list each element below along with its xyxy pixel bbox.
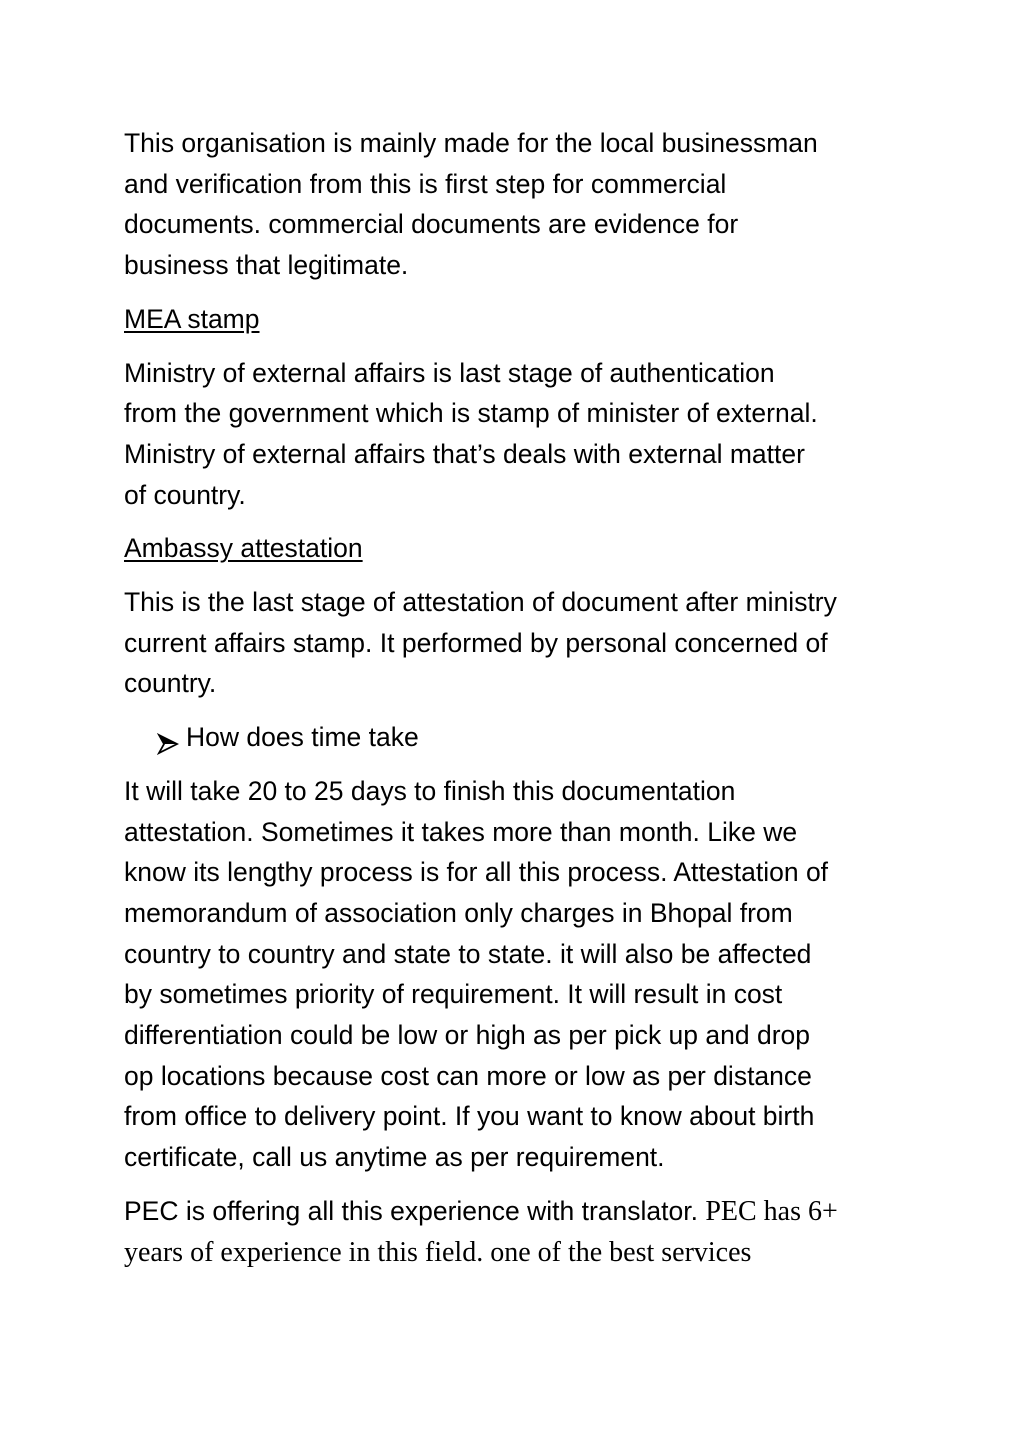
mea-line: of country.: [124, 479, 246, 510]
embassy-attestation-heading: Ambassy attestation: [124, 533, 363, 564]
mea-stamp-heading: MEA stamp: [124, 303, 260, 334]
intro-line: business that legitimate.: [124, 250, 409, 281]
time-line: from office to delivery point. If you want to know about birth: [124, 1101, 815, 1132]
time-line: It will take 20 to 25 days to finish this documentation: [124, 775, 736, 806]
embassy-line: current affairs stamp. It performed by personal concerned of: [124, 627, 828, 658]
embassy-line: country.: [124, 668, 217, 699]
closing-line: years of experience in this field. one of the best services: [124, 1236, 752, 1268]
time-heading: How does time take: [186, 722, 419, 753]
embassy-paragraph: [124, 582, 914, 704]
intro-paragraph: [124, 123, 914, 286]
time-bullet-item: [124, 717, 914, 758]
mea-line: from the government which is stamp of minister of external.: [124, 398, 818, 429]
arrowhead-bullet-icon: [157, 726, 179, 748]
time-line: know its lengthy process is for all this process. Attestation of: [124, 857, 829, 888]
time-line: op locations because cost can more or low as per distance: [124, 1060, 812, 1091]
mea-paragraph: [124, 353, 914, 516]
intro-line: This organisation is mainly made for the local businessman: [124, 128, 818, 158]
intro-line: and verification from this is first step for commercial: [124, 168, 727, 199]
intro-line: documents. commercial documents are evidence for: [124, 209, 739, 240]
document-page: [124, 123, 914, 1286]
closing-text-serif: PEC has 6+: [705, 1195, 838, 1227]
time-line: memorandum of association only charges in Bhopal from: [124, 897, 793, 928]
closing-text-sans: PEC is offering all this experience with translator.: [124, 1195, 706, 1226]
mea-line: Ministry of external affairs that’s deals with external matter: [124, 438, 805, 469]
time-line: differentiation could be low or high as per pick up and drop: [124, 1020, 811, 1051]
embassy-line: This is the last stage of attestation of document after ministry: [124, 587, 837, 618]
time-line: attestation. Sometimes it takes more than month. Like we: [124, 816, 798, 847]
closing-line: [124, 1191, 914, 1233]
time-paragraph: [124, 771, 914, 1178]
time-line: country to country and state to state. it will also be affected: [124, 938, 812, 969]
closing-paragraph: [124, 1191, 914, 1273]
time-line: certificate, call us anytime as per requirement.: [124, 1142, 665, 1173]
time-line: by sometimes priority of requirement. It will result in cost: [124, 979, 783, 1010]
mea-line: Ministry of external affairs is last stage of authentication: [124, 357, 775, 388]
